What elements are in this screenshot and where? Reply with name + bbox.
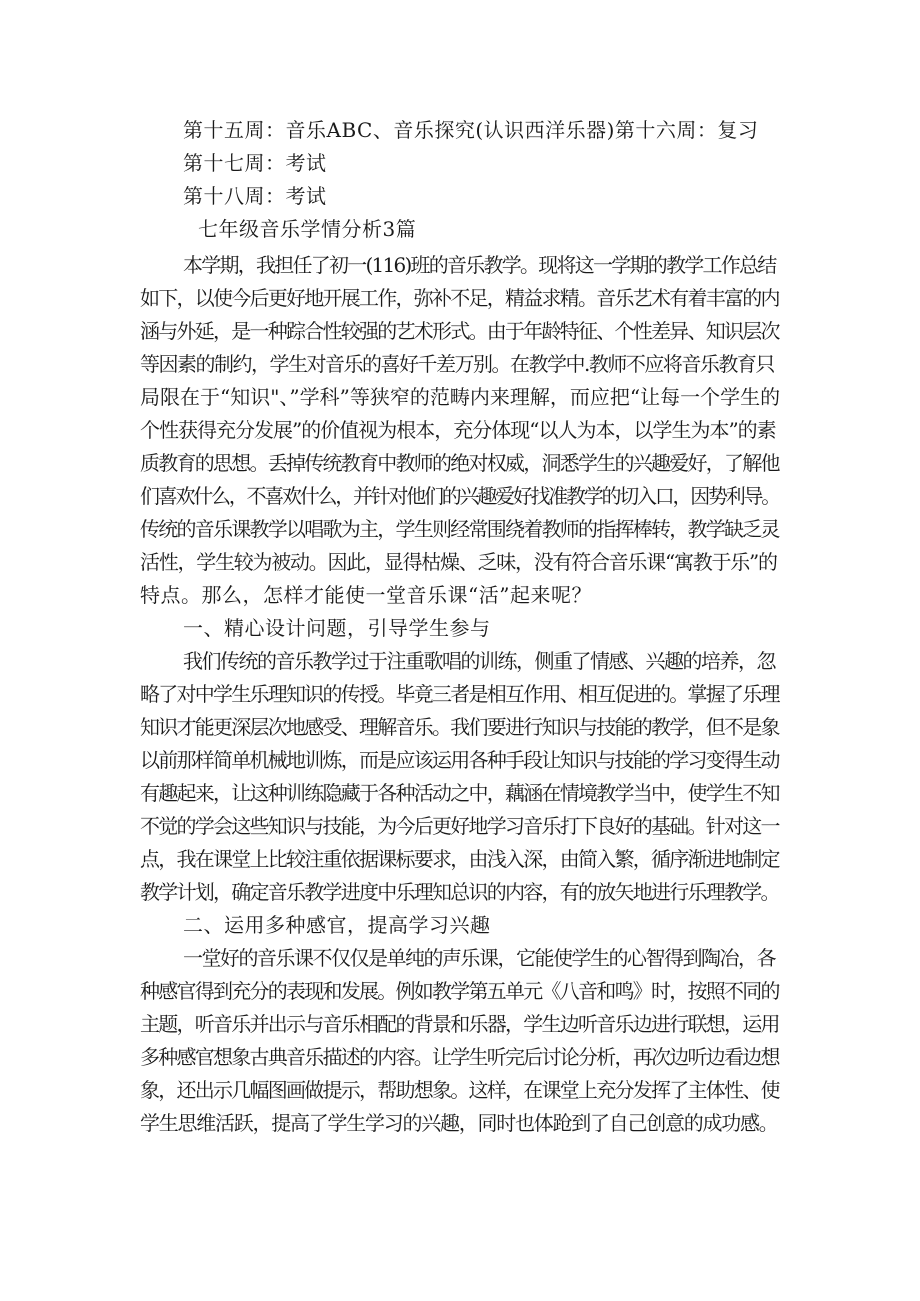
- schedule-week-18: 第十八周：考试: [183, 184, 327, 208]
- paragraph-line: 学生思维活跃，提高了学生学习的兴趣，同时也体跄到了自己创意的成功感。: [140, 1111, 778, 1135]
- paragraph-line: 我们传统的音乐教学过于注重歌唱的训练，侧重了情感、兴趣的培养，忽: [183, 649, 775, 673]
- paragraph-line: 局限在于“知识"、”学科”等狭窄的范畴内来理解，而应把“让每一个学生的: [140, 385, 781, 409]
- schedule-week-15-16: 第十五周：音乐ABC、音乐探究(认识西洋乐器)第十六周：复习: [183, 118, 759, 142]
- paragraph-line: 如下，以使今后更好地开展工作，弥补不足，精益求精。音乐艺术有着丰富的内: [140, 286, 779, 310]
- paragraph-line: 本学期，我担任了初一(116)班的音乐教学。现将这一学期的教学工作总结: [183, 253, 776, 277]
- paragraph-line: 象，还出示几幅图画做提示，帮助想象。这样，在课堂上充分发挥了主体性、使: [140, 1078, 779, 1102]
- paragraph-line: 多种感官想象古典音乐描述的内容。让学生听完后讨论分析，再次边听边看边想: [140, 1045, 779, 1069]
- paragraph-line: 点，我在课堂上比较注重依据课标要求，由浅入深，由简入繁，循序渐进地制定: [140, 847, 779, 871]
- paragraph-line: 涵与外延，是一种踪合性较强的艺术形式。由于年龄特征、个性差异、知识层次: [140, 319, 779, 343]
- schedule-week-17: 第十七周：考试: [183, 151, 327, 175]
- paragraph-line: 知识才能更深层次地感受、理解音乐。我们要进行知识与技能的教学，但不是象: [140, 715, 779, 739]
- paragraph-line: 略了对中学生乐理知识的传授。毕竟三者是相互作用、相互促进的。掌握了乐理: [140, 682, 779, 706]
- paragraph-line: 有趣起来，让这种训练隐藏于各种活动之中，藕涵在情境教学当中，使学生不知: [140, 781, 779, 805]
- section-heading-1: 一、精心设计问题，引导学生参与: [183, 616, 491, 640]
- paragraph-line: 种感官得到充分的表现和发展。例如教学第五单元《八音和鸣》时，按照不同的: [140, 979, 779, 1003]
- section-heading-2: 二、运用多种感官，提高学习兴趣: [183, 913, 491, 937]
- paragraph-line: 教学计划，确定音乐教学进度中乐理知总识的内容，有的放矢地进行乐理教学。: [140, 880, 779, 904]
- paragraph-line: 等因素的制约，学生对音乐的喜好千差万别。在教学中.教师不应将音乐教育只: [140, 352, 774, 376]
- paragraph-line: 个性获得充分发展”的价值视为根本，充分体现“以人为本，以学生为本”的素: [140, 418, 776, 442]
- paragraph-line: 传统的音乐课教学以唱歌为主，学生则经常围绕着教师的指挥棒转，教学缺乏灵: [140, 517, 779, 541]
- paragraph-line: 以前那样简单机械地训炼，而是应该运用各种手段让知识与技能的学习变得生动: [140, 748, 779, 772]
- paragraph-line: 们喜欢什么，不喜欢什么，并针对他们的兴趣爱好找准教学的切入口，因势利导。: [140, 484, 779, 508]
- paragraph-line: 不觉的学会这些知识与技能，为今后更好地学习音乐打下良好的基础。针对这一: [140, 814, 779, 838]
- article-title: 七年级音乐学情分析3篇: [198, 217, 417, 241]
- paragraph-line: 一堂好的音乐课不仅仅是单纯的声乐课，它能使学生的心智得到陶冶，各: [183, 946, 775, 970]
- paragraph-line: 质教育的思想。丢掉传统教育中教师的绝对权威，洞悉学生的兴趣爱好，了解他: [140, 451, 779, 475]
- paragraph-line: 活性，学生较为被动。因此，显得枯燥、乏味，没有符合音乐课“寓教于乐”的: [140, 550, 777, 574]
- paragraph-line: 特点。那么，怎样才能使一堂音乐课“活”起来呢？: [140, 583, 592, 607]
- paragraph-line: 主题，听音乐并出示与音乐相配的背景和乐器，学生边听音乐边进行联想，运用: [140, 1012, 779, 1036]
